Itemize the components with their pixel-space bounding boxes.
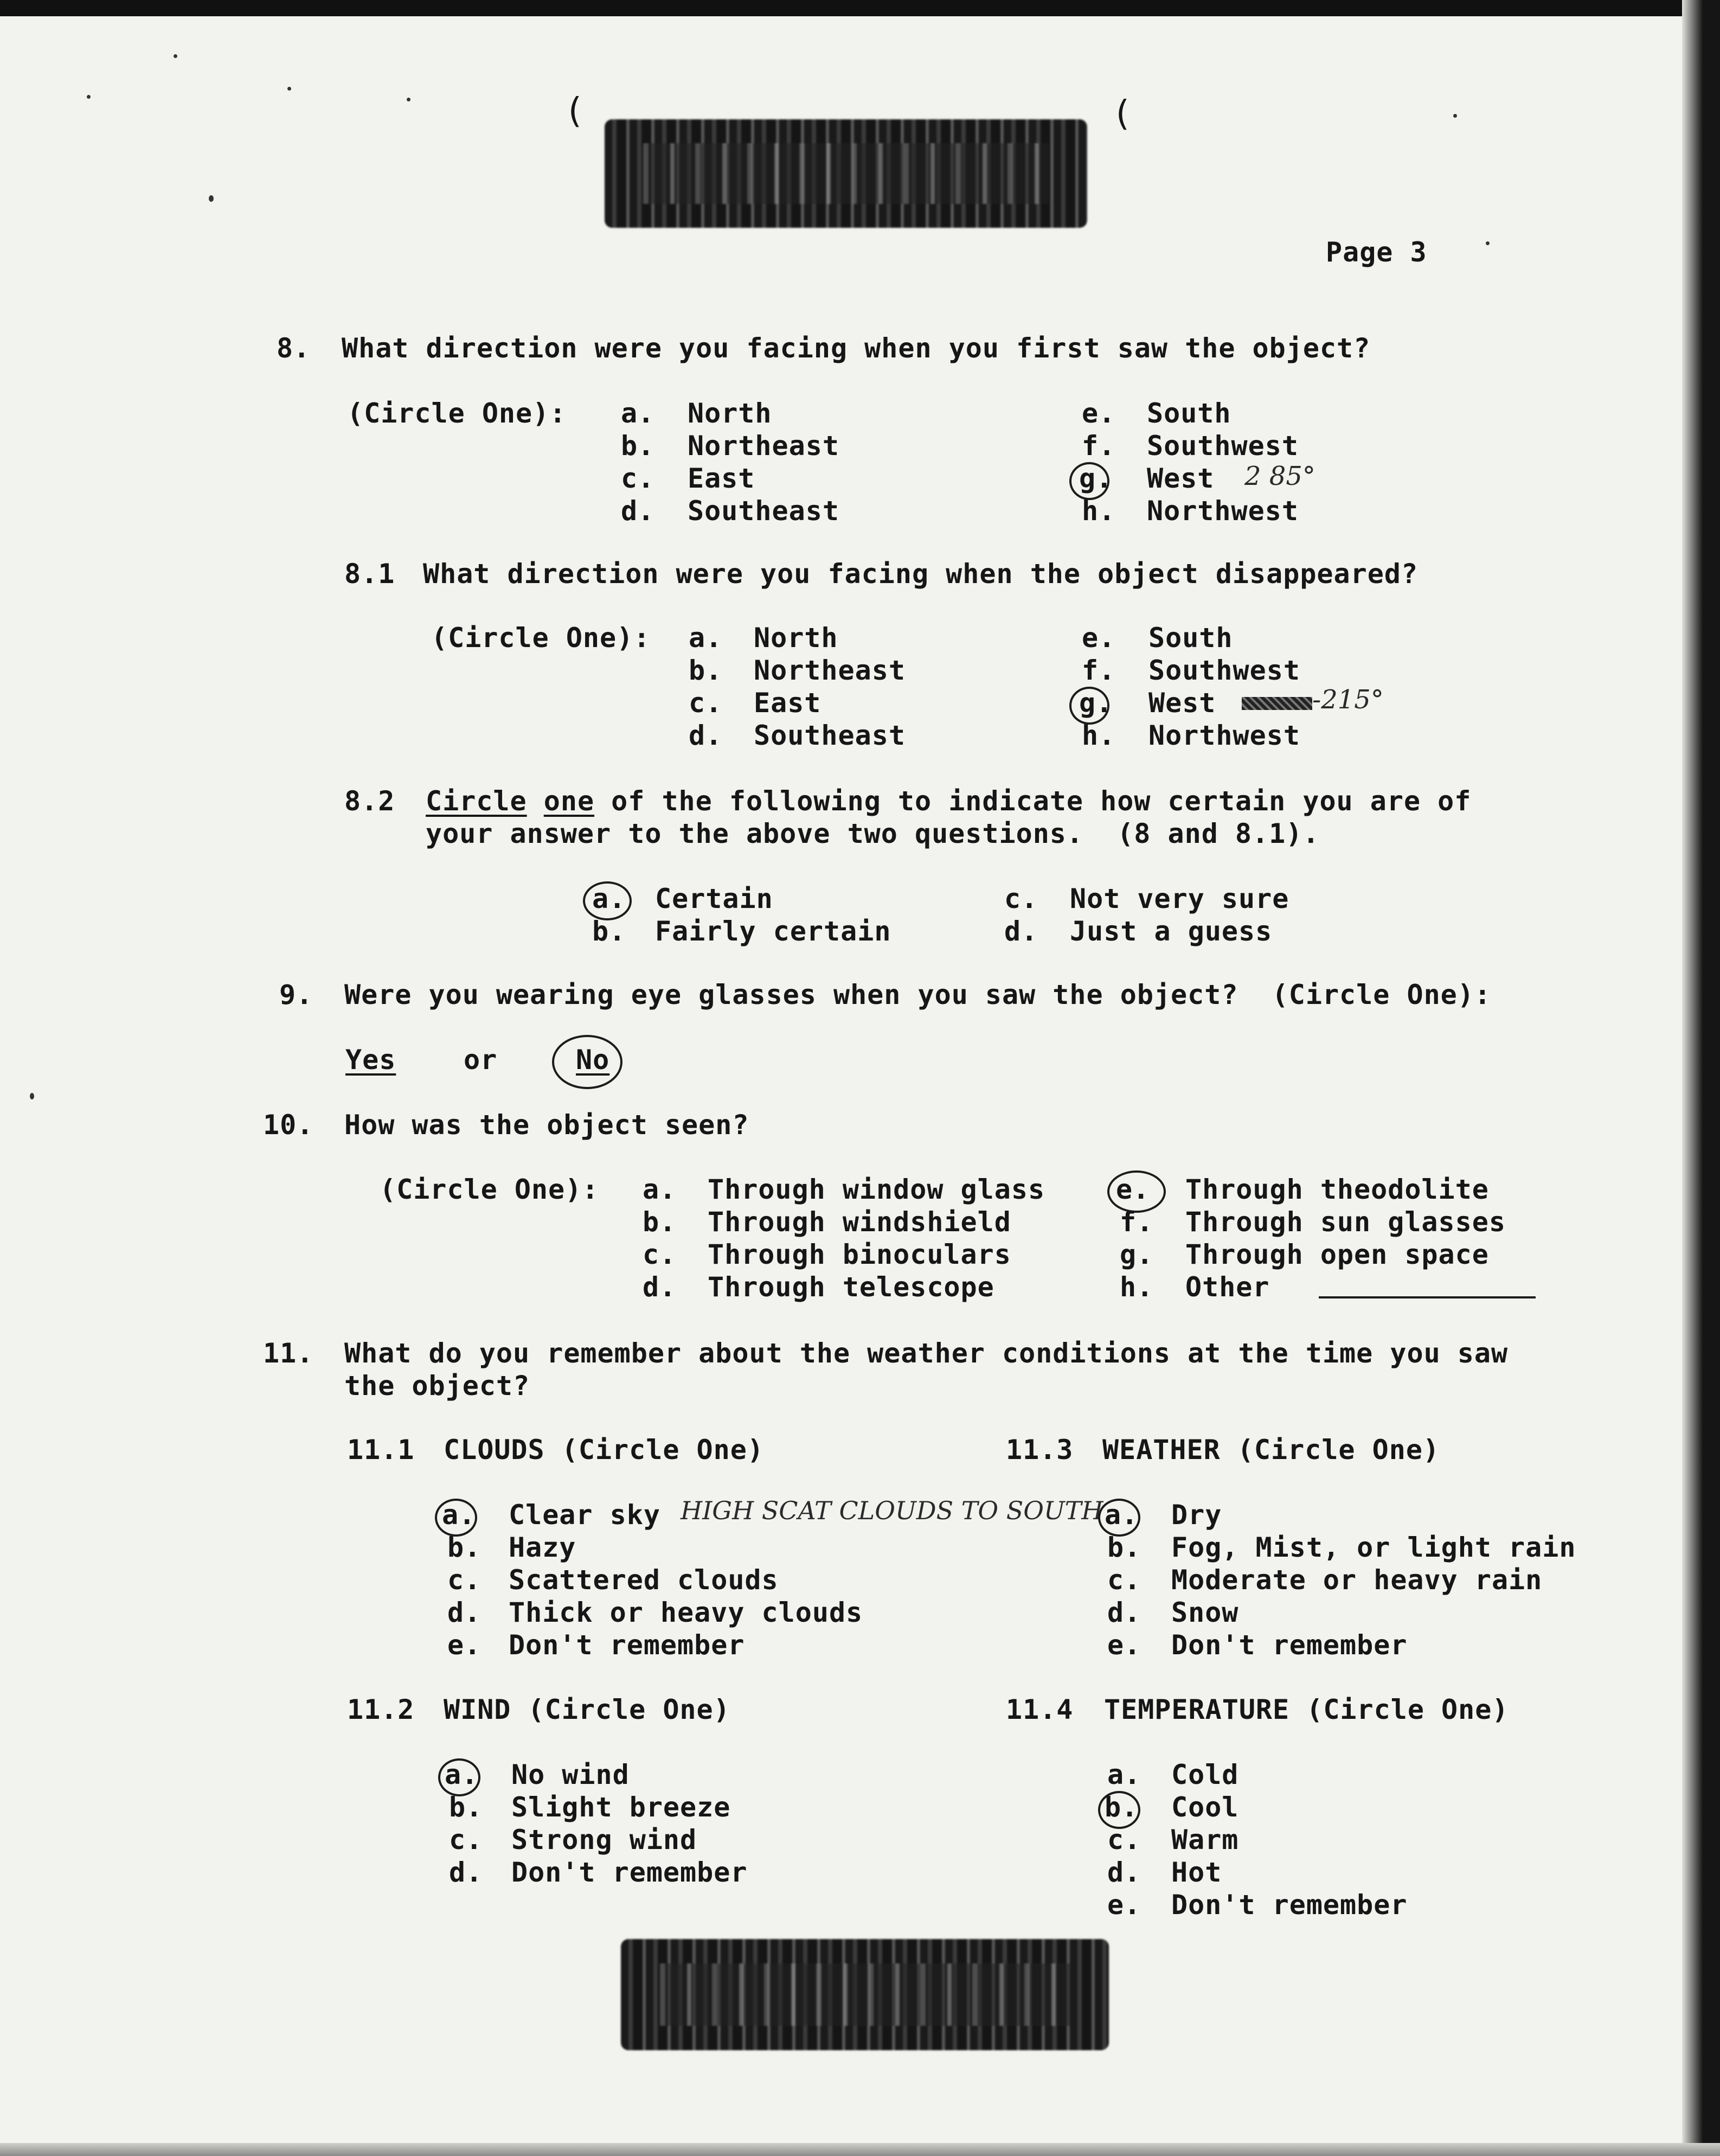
option-label: Northeast bbox=[754, 655, 906, 686]
circle-one-instruction: (Circle One): bbox=[431, 622, 651, 654]
option-letter: c. bbox=[689, 687, 723, 719]
option-letter: d. bbox=[449, 1857, 483, 1888]
option-letter: e. bbox=[1082, 622, 1116, 654]
option-label: Slight breeze bbox=[511, 1792, 731, 1823]
option-letter: a. bbox=[621, 398, 655, 429]
page-number: Page 3 bbox=[1326, 236, 1427, 268]
question-text-line2: the object? bbox=[344, 1370, 530, 1402]
scan-speck bbox=[30, 1093, 34, 1099]
scan-border-bottom bbox=[0, 2143, 1720, 2156]
option-label: Certain bbox=[655, 883, 773, 914]
subquestion-number: 11.3 bbox=[1006, 1434, 1074, 1466]
option-letter: b. bbox=[1105, 1792, 1139, 1823]
scan-speck bbox=[1486, 241, 1490, 245]
question-number: 8. bbox=[277, 332, 311, 364]
question-number: 8.2 bbox=[344, 785, 395, 817]
option-label: Moderate or heavy rain bbox=[1171, 1564, 1543, 1596]
option-label: East bbox=[688, 463, 755, 494]
option-letter: b. bbox=[1107, 1532, 1141, 1563]
option-label: Hazy bbox=[509, 1532, 576, 1563]
emphasis-one: one bbox=[543, 785, 595, 817]
option-label: Southwest bbox=[1148, 655, 1300, 686]
redacted-stamp-top bbox=[605, 119, 1087, 228]
option-label: Southeast bbox=[688, 495, 839, 527]
option-letter: g. bbox=[1079, 463, 1113, 494]
option-label: East bbox=[754, 687, 822, 719]
paren-mark: ( bbox=[564, 91, 586, 131]
option-label: Cool bbox=[1171, 1792, 1239, 1823]
option-label: Through open space bbox=[1185, 1239, 1489, 1270]
answer-no: No bbox=[576, 1044, 610, 1076]
subquestion-title: WEATHER (Circle One) bbox=[1102, 1434, 1440, 1466]
option-letter: c. bbox=[1004, 883, 1038, 914]
answer-or: or bbox=[464, 1044, 498, 1076]
option-label: Just a guess bbox=[1070, 916, 1273, 947]
subquestion-number: 11.2 bbox=[347, 1694, 415, 1725]
option-letter: d. bbox=[689, 720, 723, 751]
question-number: 11. bbox=[263, 1338, 314, 1369]
other-blank-line bbox=[1319, 1296, 1536, 1298]
circle-one-instruction: (Circle One): bbox=[347, 398, 567, 429]
option-letter: c. bbox=[643, 1239, 677, 1270]
option-label: Warm bbox=[1171, 1824, 1239, 1856]
option-label: Don't remember bbox=[509, 1629, 745, 1661]
option-label: Scattered clouds bbox=[509, 1564, 779, 1596]
scan-speck bbox=[407, 98, 410, 101]
option-letter: f. bbox=[1120, 1206, 1154, 1238]
subquestion-number: 11.1 bbox=[347, 1434, 415, 1466]
question-number: 9. bbox=[279, 979, 313, 1010]
option-letter: c. bbox=[1107, 1824, 1141, 1856]
scan-speck bbox=[209, 195, 214, 202]
option-letter: g. bbox=[1079, 687, 1113, 719]
option-label: Thick or heavy clouds bbox=[509, 1597, 863, 1628]
option-letter: b. bbox=[621, 430, 655, 462]
circle-one-instruction: (Circle One): bbox=[380, 1174, 599, 1205]
option-letter: a. bbox=[445, 1759, 479, 1790]
emphasis-circle: Circle bbox=[426, 785, 527, 817]
option-letter: b. bbox=[643, 1206, 677, 1238]
option-label: West bbox=[1148, 687, 1216, 719]
scribbled-out-mark bbox=[1242, 697, 1312, 710]
option-letter: a. bbox=[1107, 1759, 1141, 1790]
option-letter: e. bbox=[1107, 1889, 1141, 1921]
option-label: Hot bbox=[1171, 1857, 1222, 1888]
option-label: Northeast bbox=[688, 430, 839, 462]
option-label: Snow bbox=[1171, 1597, 1239, 1628]
option-letter: f. bbox=[1082, 430, 1116, 462]
option-letter: h. bbox=[1120, 1271, 1154, 1303]
option-letter: b. bbox=[592, 916, 626, 947]
option-letter: a. bbox=[592, 883, 626, 914]
option-letter: a. bbox=[643, 1174, 677, 1205]
option-label: North bbox=[688, 398, 772, 429]
option-letter: b. bbox=[689, 655, 723, 686]
question-text: What do you remember about the weather conditions at the time you saw bbox=[344, 1338, 1509, 1369]
option-letter: b. bbox=[449, 1792, 483, 1823]
option-letter: f. bbox=[1082, 655, 1116, 686]
option-letter: e. bbox=[1116, 1174, 1150, 1205]
option-letter: d. bbox=[643, 1271, 677, 1303]
subquestion-title: CLOUDS (Circle One) bbox=[444, 1434, 764, 1466]
subquestion-title: WIND (Circle One) bbox=[444, 1694, 730, 1725]
option-letter: c. bbox=[621, 463, 655, 494]
question-number: 10. bbox=[263, 1109, 314, 1141]
question-text-rest: of the following to indicate how certain you are of bbox=[594, 785, 1472, 817]
option-letter: e. bbox=[1082, 398, 1116, 429]
option-letter: e. bbox=[1107, 1629, 1141, 1661]
option-label: Cold bbox=[1171, 1759, 1239, 1790]
option-letter: c. bbox=[447, 1564, 482, 1596]
option-letter: h. bbox=[1082, 495, 1116, 527]
scan-speck bbox=[287, 87, 291, 91]
answer-yes: Yes bbox=[345, 1044, 396, 1076]
handwritten-bearing: 2 85° bbox=[1244, 461, 1315, 491]
scan-border-top bbox=[0, 0, 1720, 16]
option-label: Other bbox=[1185, 1271, 1270, 1303]
scan-speck bbox=[87, 95, 91, 99]
option-label: Southwest bbox=[1147, 430, 1299, 462]
option-label: Dry bbox=[1171, 1499, 1222, 1531]
option-letter: c. bbox=[1107, 1564, 1141, 1596]
option-letter: b. bbox=[447, 1532, 482, 1563]
question-text: Were you wearing eye glasses when you saw the object? (Circle One): bbox=[344, 979, 1491, 1010]
question-text bbox=[426, 785, 1471, 817]
scan-speck bbox=[174, 54, 177, 58]
option-label: West bbox=[1147, 463, 1215, 494]
option-label: Northwest bbox=[1147, 495, 1299, 527]
option-label: Strong wind bbox=[511, 1824, 697, 1856]
option-letter: a. bbox=[442, 1499, 476, 1531]
option-letter: g. bbox=[1120, 1239, 1154, 1270]
option-label: South bbox=[1148, 622, 1233, 654]
option-label: Don't remember bbox=[1171, 1629, 1408, 1661]
option-label: Through theodolite bbox=[1185, 1174, 1489, 1205]
option-label: Don't remember bbox=[1171, 1889, 1408, 1921]
option-label: Fog, Mist, or light rain bbox=[1171, 1532, 1576, 1563]
question-text: What direction were you facing when you first saw the object? bbox=[342, 332, 1371, 364]
option-letter: d. bbox=[1107, 1857, 1141, 1888]
option-letter: d. bbox=[1004, 916, 1038, 947]
option-letter: d. bbox=[1107, 1597, 1141, 1628]
option-label: Through window glass bbox=[708, 1174, 1045, 1205]
question-text: What direction were you facing when the object disappeared? bbox=[423, 558, 1419, 590]
option-label: South bbox=[1147, 398, 1231, 429]
subquestion-number: 11.4 bbox=[1006, 1694, 1074, 1725]
scan-border-right bbox=[1682, 0, 1720, 2156]
option-label: Northwest bbox=[1148, 720, 1300, 751]
option-label: Through sun glasses bbox=[1185, 1206, 1506, 1238]
option-label: No wind bbox=[511, 1759, 630, 1790]
question-number: 8.1 bbox=[344, 558, 395, 590]
option-letter: a. bbox=[1105, 1499, 1139, 1531]
redacted-stamp-bottom bbox=[621, 1939, 1109, 2050]
question-text-line2: your answer to the above two questions. (8 and 8.1). bbox=[426, 818, 1320, 849]
option-letter: e. bbox=[447, 1629, 482, 1661]
option-label: Not very sure bbox=[1070, 883, 1289, 914]
option-letter: c. bbox=[449, 1824, 483, 1856]
option-letter: d. bbox=[621, 495, 655, 527]
option-label: Fairly certain bbox=[655, 916, 891, 947]
option-label: Through windshield bbox=[708, 1206, 1011, 1238]
option-label: North bbox=[754, 622, 838, 654]
scan-speck bbox=[1453, 114, 1457, 118]
option-letter: h. bbox=[1082, 720, 1116, 751]
option-label: Through binoculars bbox=[708, 1239, 1011, 1270]
option-label: Clear sky bbox=[509, 1499, 660, 1531]
option-label: Through telescope bbox=[708, 1271, 994, 1303]
option-letter: a. bbox=[689, 622, 723, 654]
question-text: How was the object seen? bbox=[344, 1109, 749, 1141]
option-label: Southeast bbox=[754, 720, 906, 751]
paren-mark: ( bbox=[1112, 94, 1133, 134]
handwritten-bearing: -215° bbox=[1312, 684, 1384, 715]
handwritten-cloud-note: HIGH SCAT CLOUDS TO SOUTH bbox=[681, 1496, 1103, 1525]
option-label: Don't remember bbox=[511, 1857, 748, 1888]
option-letter: d. bbox=[447, 1597, 482, 1628]
subquestion-title: TEMPERATURE (Circle One) bbox=[1104, 1694, 1509, 1725]
